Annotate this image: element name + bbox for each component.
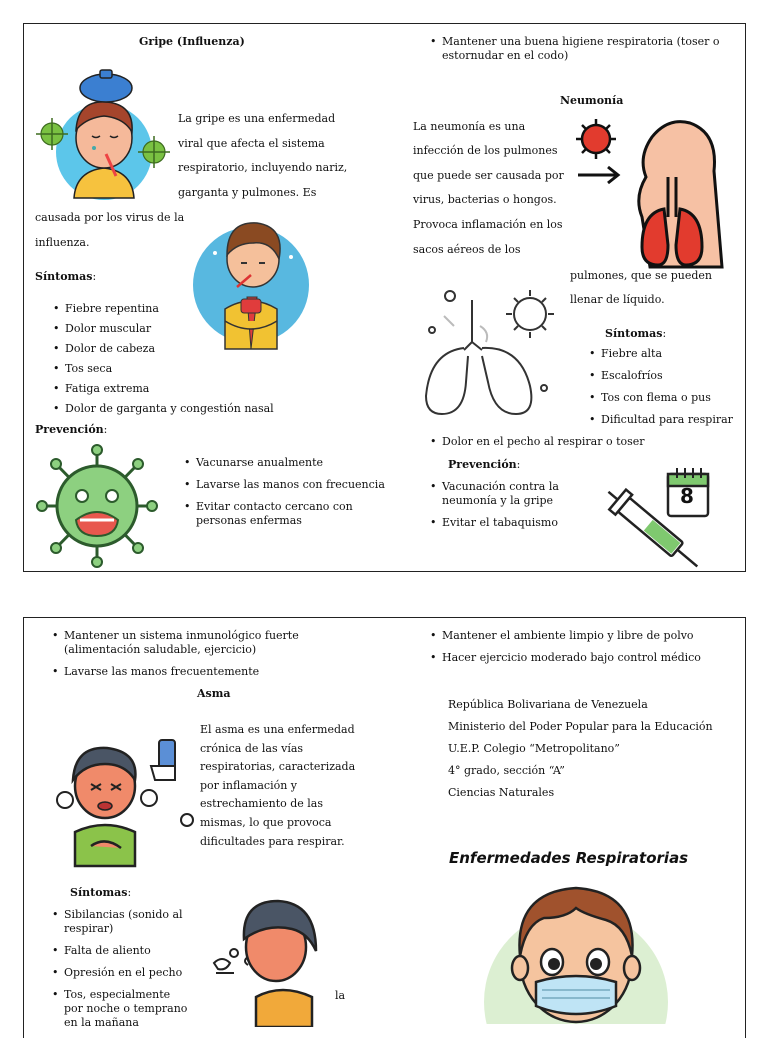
asma-symptom-tail: la <box>335 989 346 1002</box>
gripe-symptoms-list <box>53 302 274 416</box>
neumonia-intro-line: virus, bacterias o hongos. <box>413 193 557 206</box>
list-item: • Falta de aliento <box>52 944 192 958</box>
list-item: • Dolor muscular <box>53 322 274 336</box>
list-item: • Dolor de cabeza <box>53 342 274 356</box>
cover-institution-block <box>448 694 713 804</box>
list-item: • Hacer ejercicio moderado bajo control médico <box>430 651 730 665</box>
neumonia-intro-line: La neumonía es una <box>413 120 526 133</box>
neumonia-symptoms-list <box>589 347 739 427</box>
list-item: • Mantener el ambiente limpio y libre de polvo <box>430 629 730 643</box>
neumonia-top-bullet <box>430 35 720 63</box>
asma-intro-line: por inflamación y <box>200 778 298 792</box>
asma-intro-line: respiratorias, caracterizada <box>200 760 356 774</box>
virus-illustration <box>36 444 158 568</box>
neumonia-intro-line: que puede ser causada por <box>413 169 564 182</box>
list-item: • Sibilancias (sonido al respirar) <box>52 908 192 936</box>
asma-symptoms-list <box>52 908 192 1030</box>
list-item: • Fiebre repentina <box>53 302 274 316</box>
gripe-title: Gripe (Influenza) <box>139 35 245 48</box>
gripe-intro-line: causada por los virus de la <box>35 211 185 224</box>
cover-line: República Bolivariana de Venezuela <box>448 698 648 711</box>
list-item: • Evitar el tabaquismo <box>430 516 580 530</box>
list-item: • Evitar contacto cercano con personas enfermas <box>184 500 394 528</box>
gripe-intro-line: viral que afecta el sistema <box>178 137 325 150</box>
asma-intro-line: mismas, lo que provoca <box>200 815 332 829</box>
list-item: • Tos, especialmente por noche o temprano en la mañana <box>52 988 192 1030</box>
list-item: • Dolor en el pecho al respirar o toser <box>430 435 730 449</box>
cover-title: Enfermedades Respiratorias <box>449 849 689 867</box>
asma-intro-line: El asma es una enfermedad <box>200 723 355 736</box>
neumonia-intro-line: Provoca inflamación en los <box>413 218 563 231</box>
neumonia-intro-line: llenar de líquido. <box>570 293 665 306</box>
cover-line: U.E.P. Colegio “Metropolitano” <box>448 742 620 755</box>
gripe-intro-line: La gripe es una enfermedad <box>178 112 336 125</box>
asma-title: Asma <box>197 687 231 700</box>
masked-boy-illustration <box>480 878 680 1024</box>
list-item: • Vacunación contra la neumonía y la gripe <box>430 480 580 508</box>
gripe-prevention-heading: Prevención: <box>35 423 108 436</box>
gripe-intro-line: respiratorio, incluyendo nariz, <box>178 161 348 174</box>
cover-prevention-bullets <box>430 629 730 665</box>
calendar-day: 8 <box>680 484 694 508</box>
neumonia-extra-symptom <box>430 435 730 449</box>
brochure-page-2 <box>23 617 746 1038</box>
list-item: • Vacunarse anualmente <box>184 456 394 470</box>
asma-intro-line: dificultades para respirar. <box>200 834 345 848</box>
asma-symptoms-heading: Síntomas: <box>70 886 132 899</box>
list-item: • Fiebre alta <box>589 347 739 361</box>
lungs-infection-icon <box>572 117 724 269</box>
asthma-boy-illustration <box>55 736 201 868</box>
list-item: • Opresión en el pecho <box>52 966 192 980</box>
list-item: • Lavarse las manos frecuentemente <box>52 665 342 679</box>
neumonia-intro-line: pulmones, que se pueden <box>570 269 712 282</box>
gripe-intro-line: garganta y pulmones. Es <box>178 186 317 199</box>
neumonia-prevention-list <box>430 480 580 530</box>
asma-intro-line: crónica de las vías <box>200 741 304 755</box>
neumonia-intro-line: sacos aéreos de los <box>413 243 521 256</box>
sick-boy-illustration <box>36 66 171 200</box>
list-item: • Mantener una buena higiene respiratoria (toser o estornudar en el codo) <box>430 35 720 63</box>
list-item: • Lavarse las manos con frecuencia <box>184 478 394 492</box>
brochure-page-1 <box>23 23 746 572</box>
list-item: • Tos con flema o pus <box>589 391 739 405</box>
gripe-prevention-list <box>184 456 394 528</box>
neumonia-intro-line: infección de los pulmones <box>413 144 558 157</box>
asma-top-bullets <box>52 629 342 679</box>
cover-line: Ministerio del Poder Popular para la Educación <box>448 720 713 733</box>
list-item: • Dificultad para respirar <box>589 413 739 427</box>
neumonia-symptoms-heading: Síntomas: <box>605 327 667 340</box>
gripe-symptoms-heading: Síntomas: <box>35 270 97 283</box>
lungs-outline-illustration <box>420 286 560 418</box>
asma-intro <box>200 721 355 851</box>
gripe-intro-line: influenza. <box>35 236 90 249</box>
neumonia-prevention-heading: Prevención: <box>448 458 521 471</box>
list-item: • Mantener un sistema inmunológico fuerte (alimentación saludable, ejercicio) <box>52 629 342 657</box>
cover-line: Ciencias Naturales <box>448 786 555 799</box>
list-item: • Dolor de garganta y congestión nasal <box>53 402 274 416</box>
asma-intro-line: estrechamiento de las <box>200 797 323 811</box>
list-item: • Fatiga extrema <box>53 382 274 396</box>
coughing-boy-illustration <box>212 893 324 1027</box>
cover-line: 4° grado, sección “A” <box>448 764 565 777</box>
list-item: • Escalofríos <box>589 369 739 383</box>
list-item: • Tos seca <box>53 362 274 376</box>
neumonia-title: Neumonía <box>560 94 624 107</box>
